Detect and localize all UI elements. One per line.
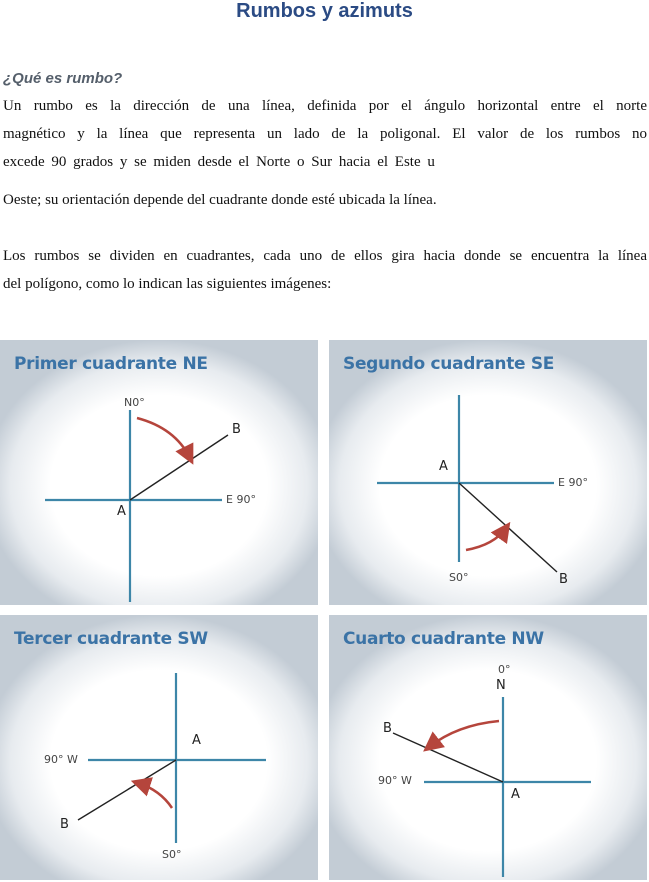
paragraph-line: Un rumbo es la dirección de una línea, definida por el ángulo horizontal entre el norte — [3, 98, 647, 114]
east-label: E 90° — [558, 476, 588, 489]
south-label: S0° — [162, 848, 182, 861]
point-a-label: A — [192, 733, 201, 748]
quadrant-nw-diagram — [329, 615, 647, 880]
east-label: E 90° — [226, 493, 256, 506]
point-a-label: A — [117, 504, 126, 519]
point-a-label: A — [511, 787, 520, 802]
quadrant-se-panel — [329, 340, 647, 605]
paragraph-line: excede 90 grados y se miden desde el Norte o Sur hacia el Este u — [3, 154, 435, 170]
quadrant-ne-diagram — [0, 340, 318, 605]
point-b-label: B — [383, 721, 392, 736]
west-label: 90° W — [378, 774, 412, 787]
section-heading: ¿Qué es rumbo? — [3, 70, 123, 87]
panel-title: Primer cuadrante NE — [14, 354, 208, 374]
west-label: 90° W — [44, 753, 78, 766]
quadrant-nw-panel — [329, 615, 647, 880]
point-b-label: B — [60, 817, 69, 832]
paragraph-line: Los rumbos se dividen en cuadrantes, cada uno de ellos gira hacia donde se encuentra la línea — [3, 248, 647, 264]
quadrant-sw-diagram — [0, 615, 318, 880]
quadrant-ne-panel — [0, 340, 318, 605]
panel-title: Cuarto cuadrante NW — [343, 629, 544, 649]
point-b-label: B — [232, 422, 241, 437]
north-degree-label: 0° — [498, 663, 511, 676]
page-title: Rumbos y azimuts — [236, 0, 413, 22]
panel-title: Tercer cuadrante SW — [14, 629, 208, 649]
north-label: N0° — [124, 396, 145, 409]
quadrant-sw-panel — [0, 615, 318, 880]
point-a-label: A — [439, 459, 448, 474]
paragraph-line: del polígono, como lo indican las siguientes imágenes: — [3, 276, 332, 292]
quadrant-se-diagram — [329, 340, 647, 605]
paragraph-definition — [3, 92, 647, 176]
paragraph-orientation: Oeste; su orientación depende del cuadrante donde esté ubicada la línea. — [3, 192, 437, 208]
south-label: S0° — [449, 571, 469, 584]
panel-title: Segundo cuadrante SE — [343, 354, 555, 374]
point-b-label: B — [559, 572, 568, 587]
paragraph-line: magnético y la línea que representa un lado de la poligonal. El valor de los rumbos no — [3, 126, 647, 142]
paragraph-quadrants — [3, 242, 647, 298]
north-label: N — [496, 678, 506, 693]
